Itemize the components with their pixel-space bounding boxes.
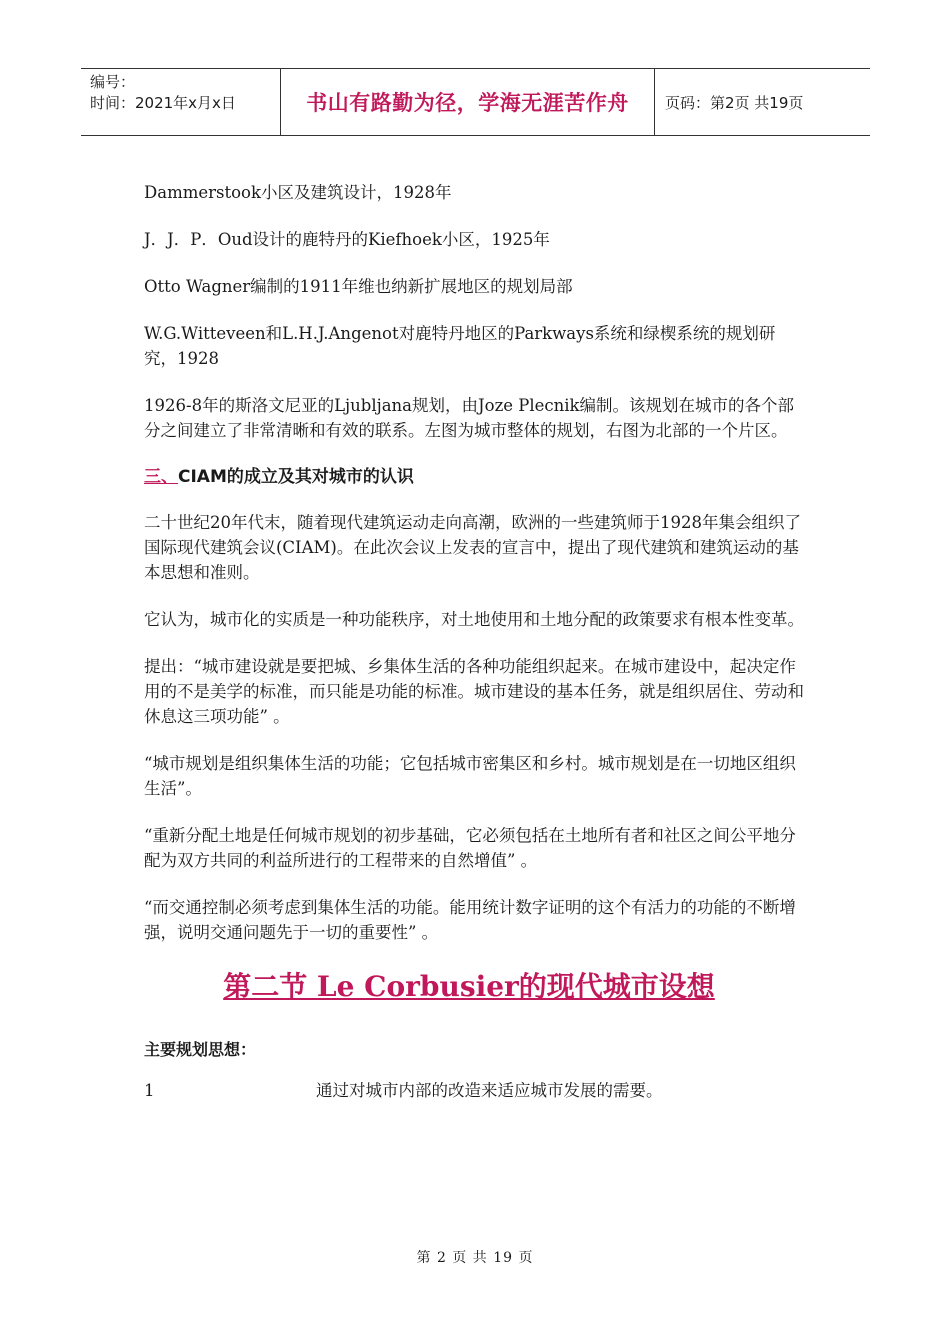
paragraph-ciam-urbanization: 它认为，城市化的实质是一种功能秩序，对土地使用和土地分配的政策要求有根本性变革。 (144, 610, 804, 629)
paragraph-ciam-planning: “城市规划是组织集体生活的功能；它包括城市密集区和乡村。城市规划是在一切地区组织生活”。 (144, 754, 796, 798)
list-item-number: 1 (144, 1081, 155, 1100)
paragraph-ciam-intro: 二十世纪20年代末，随着现代建筑运动走向高潮，欧洲的一些建筑师于1928年集会组织了国际现代建筑会议(CIAM)。在此次会议上发表的宣言中，提出了现代建筑和建筑运动的基本思想和准则。 (144, 513, 801, 582)
header-page-info: 页码：第2页 共19页 (665, 93, 804, 112)
page-footer: 第 2 页 共 19 页 (416, 1250, 534, 1266)
number-label: 编号： (90, 73, 136, 91)
paragraph-ciam-proposal: 提出：“城市建设就是要把城、乡集体生活的各种功能组织起来。在城市建设中，起决定作用的不是美学的标准，而只能是功能的标准。城市建设的基本任务，就是组织居住、劳动和休息这三项功能” 。 (144, 657, 804, 726)
main-ideas-heading: 主要规划思想： (144, 1040, 257, 1059)
chapter-title: 第二节 Le Corbusier的现代城市设想 (223, 970, 715, 1003)
list-item (144, 1078, 804, 1103)
paragraph-ciam-traffic: “而交通控制必须考虑到集体生活的功能。能用统计数字证明的这个有活力的功能的不断增强，说明交通问题先于一切的重要性” 。 (144, 898, 796, 942)
list-item-text: 通过对城市内部的改造来适应城市发展的需要。 (316, 1081, 663, 1100)
paragraph-dammerstook: Dammerstook小区及建筑设计，1928年 (144, 183, 452, 202)
document-body (144, 180, 804, 1103)
section-heading-ciam (144, 465, 804, 490)
paragraph-ljubljana: 1926-8年的斯洛文尼亚的Ljubljana规划，由Joze Plecnik编制。该规划在城市的各个部分之间建立了非常清晰和有效的联系。左图为城市整体的规划，右图为北部的一个片区。 (144, 396, 795, 440)
paragraph-otto-wagner: Otto Wagner编制的1911年维也纳新扩展地区的规划局部 (144, 277, 573, 296)
paragraph-ciam-land: “重新分配土地是任何城市规划的初步基础，它必须包括在土地所有者和社区之间公平地分配为双方共同的利益所进行的工程带来的自然增值” 。 (144, 826, 796, 870)
header-meta-cell (81, 69, 281, 135)
header-motto: 书山有路勤为径，学海无涯苦作舟 (281, 69, 655, 135)
section-title: CIAM的成立及其对城市的认识 (178, 467, 414, 487)
page-header (81, 68, 870, 136)
section-number: 三、 (144, 467, 178, 487)
time-label: 时间：2021年x月x日 (90, 94, 236, 112)
paragraph-witteveen: W.G.Witteveen和L.H.J.Angenot对鹿特丹地区的Parkways系统和绿楔系统的规划研究，1928 (144, 324, 776, 368)
paragraph-kiefhoek: J．J．P．Oud设计的鹿特丹的Kiefhoek小区，1925年 (144, 230, 550, 249)
